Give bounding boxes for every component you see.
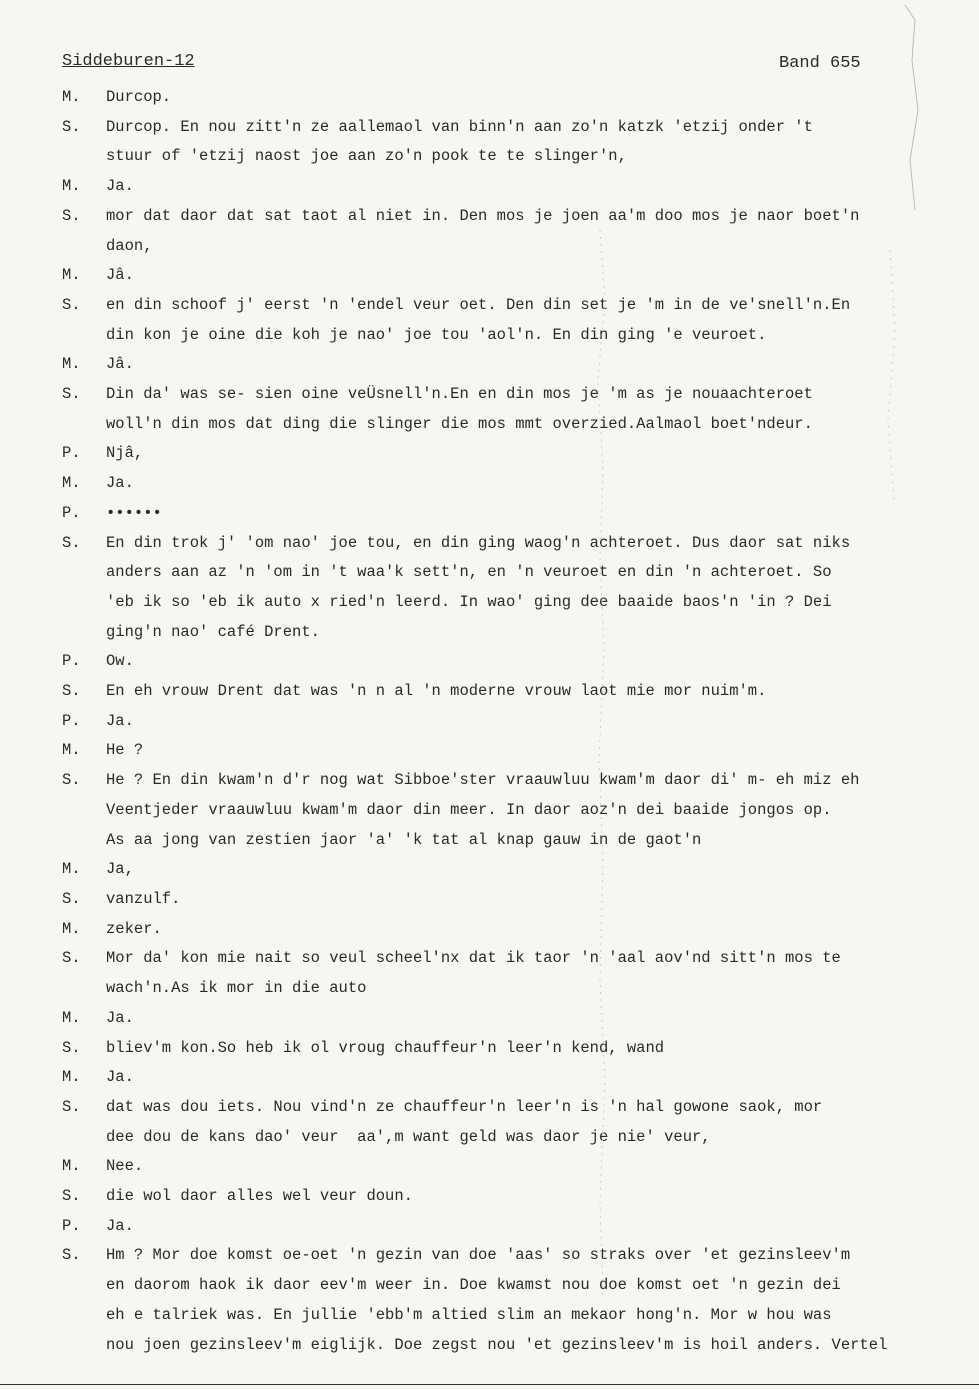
line-text: mor dat daor dat sat taot al niet in. Den mos je joen aa'm doo mos je naor boet'n bbox=[106, 206, 860, 225]
line-text: Ja. bbox=[106, 1216, 134, 1235]
line-text: en din schoof j' eerst 'n 'endel veur oet. Den din set je 'm in de ve'snell'n.En bbox=[106, 295, 851, 314]
speaker-label: S. bbox=[62, 1038, 81, 1057]
line-text: en daorom haok ik daor eev'm weer in. Doe kwamst nou doe komst oet 'n gezin dei bbox=[106, 1276, 841, 1295]
transcript-line bbox=[62, 1123, 962, 1153]
line-text: din kon je oine die koh je nao' joe tou 'aol'n. En din ging 'e veuroet. bbox=[106, 325, 767, 344]
speaker-label: S. bbox=[62, 1097, 81, 1116]
transcript-line bbox=[62, 1034, 962, 1064]
transcript-line bbox=[62, 588, 962, 618]
transcript-line bbox=[62, 291, 962, 321]
speaker-label: S. bbox=[62, 949, 81, 968]
line-text: nou joen gezinsleev'm eiglijk. Doe zegst nou 'et gezinsleev'm is hoil anders. Vertel bbox=[106, 1335, 888, 1354]
line-text: Mor da' kon mie nait so veul scheel'nx dat ik taor 'n 'aal aov'nd sitt'n mos te bbox=[106, 949, 841, 968]
speaker-label bbox=[62, 1271, 106, 1301]
line-text: stuur of 'etzij naost joe aan zo'n pook te te slinger'n, bbox=[106, 147, 627, 166]
line-text: anders aan az 'n 'om in 't waa'k sett'n, en 'n veuroet en din 'n achteroet. So bbox=[106, 563, 832, 582]
speaker-label bbox=[62, 232, 106, 262]
speaker-label: M. bbox=[62, 266, 81, 285]
line-text: Ja. bbox=[106, 474, 134, 493]
line-text: Ow. bbox=[106, 652, 134, 671]
transcript-line bbox=[62, 1004, 962, 1034]
line-text: Hm ? Mor doe komst oe-oet 'n gezin van doe 'aas' so straks over 'et gezinsleev'm bbox=[106, 1246, 851, 1265]
speaker-label: S. bbox=[62, 1187, 81, 1206]
speaker-label: M. bbox=[62, 88, 81, 106]
transcript-line bbox=[62, 1063, 962, 1093]
line-text: Jâ. bbox=[106, 266, 134, 285]
line-text: 'eb ik so 'eb ik auto x ried'n leerd. In wao' ging dee baaide baos'n 'in ? Dei bbox=[106, 592, 832, 611]
transcript-line bbox=[62, 1241, 962, 1271]
transcript-line bbox=[62, 410, 962, 440]
transcript-line bbox=[62, 350, 962, 380]
speaker-label: S. bbox=[62, 682, 81, 701]
transcript-line bbox=[62, 261, 962, 291]
transcript-body bbox=[62, 83, 962, 1360]
speaker-label: M. bbox=[62, 1068, 81, 1087]
transcript-line bbox=[62, 1212, 962, 1242]
transcript-line bbox=[62, 1093, 962, 1123]
line-text: ging'n nao' café Drent. bbox=[106, 622, 320, 641]
speaker-label: S. bbox=[62, 385, 81, 404]
line-text: eh e talriek was. En jullie 'ebb'm altied slim an mekaor hong'n. Mor w hou was bbox=[106, 1305, 832, 1324]
line-text: Nee. bbox=[106, 1157, 144, 1176]
line-text: Veentjeder vraauwluu kwam'm daor din meer. In daor aoz'n dei baaide jongos op. bbox=[106, 800, 832, 819]
speaker-label bbox=[62, 826, 106, 856]
transcript-line bbox=[62, 1271, 962, 1301]
line-text: woll'n din mos dat ding die slinger die mos mmt overzied.Aalmaol boet'ndeur. bbox=[106, 414, 813, 433]
speaker-label bbox=[62, 1301, 106, 1331]
transcript-line bbox=[62, 1182, 962, 1212]
line-text: dee dou de kans dao' veur aa',m want geld was daor je nie' veur, bbox=[106, 1127, 711, 1146]
transcript-line bbox=[62, 529, 962, 559]
line-text: Ja. bbox=[106, 711, 134, 730]
transcript-line bbox=[62, 113, 962, 143]
speaker-label: M. bbox=[62, 741, 81, 760]
transcript-line bbox=[62, 736, 962, 766]
line-text: Jâ. bbox=[106, 355, 134, 374]
speaker-label: P. bbox=[62, 652, 81, 671]
speaker-label: S. bbox=[62, 206, 81, 225]
transcript-line bbox=[62, 1301, 962, 1331]
speaker-label: M. bbox=[62, 355, 81, 374]
speaker-label bbox=[62, 796, 106, 826]
speaker-label: M. bbox=[62, 919, 81, 938]
speaker-label bbox=[62, 1331, 106, 1361]
transcript-line bbox=[62, 321, 962, 351]
transcript-line bbox=[62, 796, 962, 826]
speaker-label: S. bbox=[62, 889, 81, 908]
speaker-label bbox=[62, 618, 106, 648]
line-text: As aa jong van zestien jaor 'a' 'k tat al knap gauw in de gaot'n bbox=[106, 830, 702, 849]
line-text: •••••• bbox=[106, 503, 162, 522]
speaker-label: P. bbox=[62, 503, 81, 522]
line-text: He ? bbox=[106, 741, 144, 760]
speaker-label bbox=[62, 142, 106, 172]
speaker-label bbox=[62, 410, 106, 440]
transcript-line bbox=[62, 885, 962, 915]
transcript-line bbox=[62, 647, 962, 677]
line-text: vanzulf. bbox=[106, 889, 181, 908]
line-text: dat was dou iets. Nou vind'n ze chauffeur'n leer'n is 'n hal gowone saok, mor bbox=[106, 1097, 823, 1116]
bottom-rule bbox=[0, 1384, 979, 1385]
speaker-label: M. bbox=[62, 474, 81, 493]
speaker-label: M. bbox=[62, 1157, 81, 1176]
line-text: He ? En din kwam'n d'r nog wat Sibboe'ster vraauwluu kwam'm daor di' m- eh miz eh bbox=[106, 771, 860, 790]
line-text: Ja. bbox=[106, 177, 134, 196]
transcript-line bbox=[62, 1152, 962, 1182]
speaker-label: S. bbox=[62, 117, 81, 136]
speaker-label: P. bbox=[62, 1216, 81, 1235]
transcript-line bbox=[62, 677, 962, 707]
transcript-line bbox=[62, 855, 962, 885]
line-text: Ja. bbox=[106, 1068, 134, 1087]
line-text: Njâ, bbox=[106, 444, 144, 463]
line-text: die wol daor alles wel veur doun. bbox=[106, 1187, 413, 1206]
speaker-label: M. bbox=[62, 860, 81, 879]
speaker-label bbox=[62, 1123, 106, 1153]
transcript-line bbox=[62, 439, 962, 469]
line-text: En eh vrouw Drent dat was 'n n al 'n moderne vrouw laot mie mor nuim'm. bbox=[106, 682, 767, 701]
tape-number: Band 655 bbox=[779, 54, 861, 73]
transcript-line bbox=[62, 499, 962, 529]
speaker-label: S. bbox=[62, 533, 81, 552]
document-location-title: Siddeburen-12 bbox=[62, 52, 195, 71]
line-text: Durcop. bbox=[106, 88, 172, 106]
transcript-line bbox=[62, 707, 962, 737]
line-text: daon, bbox=[106, 236, 153, 255]
transcript-line bbox=[62, 83, 962, 113]
transcript-line bbox=[62, 202, 962, 232]
speaker-label bbox=[62, 974, 106, 1004]
speaker-label bbox=[62, 558, 106, 588]
line-text: Din da' was se- sien oine veÜsnell'n.En en din mos je 'm as je nouaachteroet bbox=[106, 385, 813, 404]
line-text: Ja, bbox=[106, 860, 134, 879]
speaker-label: P. bbox=[62, 711, 81, 730]
transcript-line bbox=[62, 826, 962, 856]
line-text: zeker. bbox=[106, 919, 162, 938]
speaker-label: S. bbox=[62, 771, 81, 790]
speaker-label: M. bbox=[62, 1008, 81, 1027]
line-text: bliev'm kon.So heb ik ol vroug chauffeur'n leer'n kend, wand bbox=[106, 1038, 665, 1057]
transcript-line bbox=[62, 766, 962, 796]
line-text: Durcop. En nou zitt'n ze aallemaol van binn'n aan zo'n katzk 'etzij onder 't bbox=[106, 117, 813, 136]
speaker-label bbox=[62, 321, 106, 351]
transcript-line bbox=[62, 558, 962, 588]
transcript-line bbox=[62, 944, 962, 974]
speaker-label: P. bbox=[62, 444, 81, 463]
transcript-line bbox=[62, 380, 962, 410]
transcript-line bbox=[62, 232, 962, 262]
transcript-line bbox=[62, 618, 962, 648]
transcript-line bbox=[62, 915, 962, 945]
transcript-line bbox=[62, 1331, 962, 1361]
speaker-label: S. bbox=[62, 295, 81, 314]
transcript-line bbox=[62, 172, 962, 202]
speaker-label bbox=[62, 588, 106, 618]
line-text: En din trok j' 'om nao' joe tou, en din ging waog'n achteroet. Dus daor sat niks bbox=[106, 533, 851, 552]
speaker-label: M. bbox=[62, 177, 81, 196]
line-text: wach'n.As ik mor in die auto bbox=[106, 979, 367, 998]
line-text: Ja. bbox=[106, 1008, 134, 1027]
transcript-line bbox=[62, 142, 962, 172]
transcript-line bbox=[62, 469, 962, 499]
transcript-line bbox=[62, 974, 962, 1004]
speaker-label: S. bbox=[62, 1246, 81, 1265]
